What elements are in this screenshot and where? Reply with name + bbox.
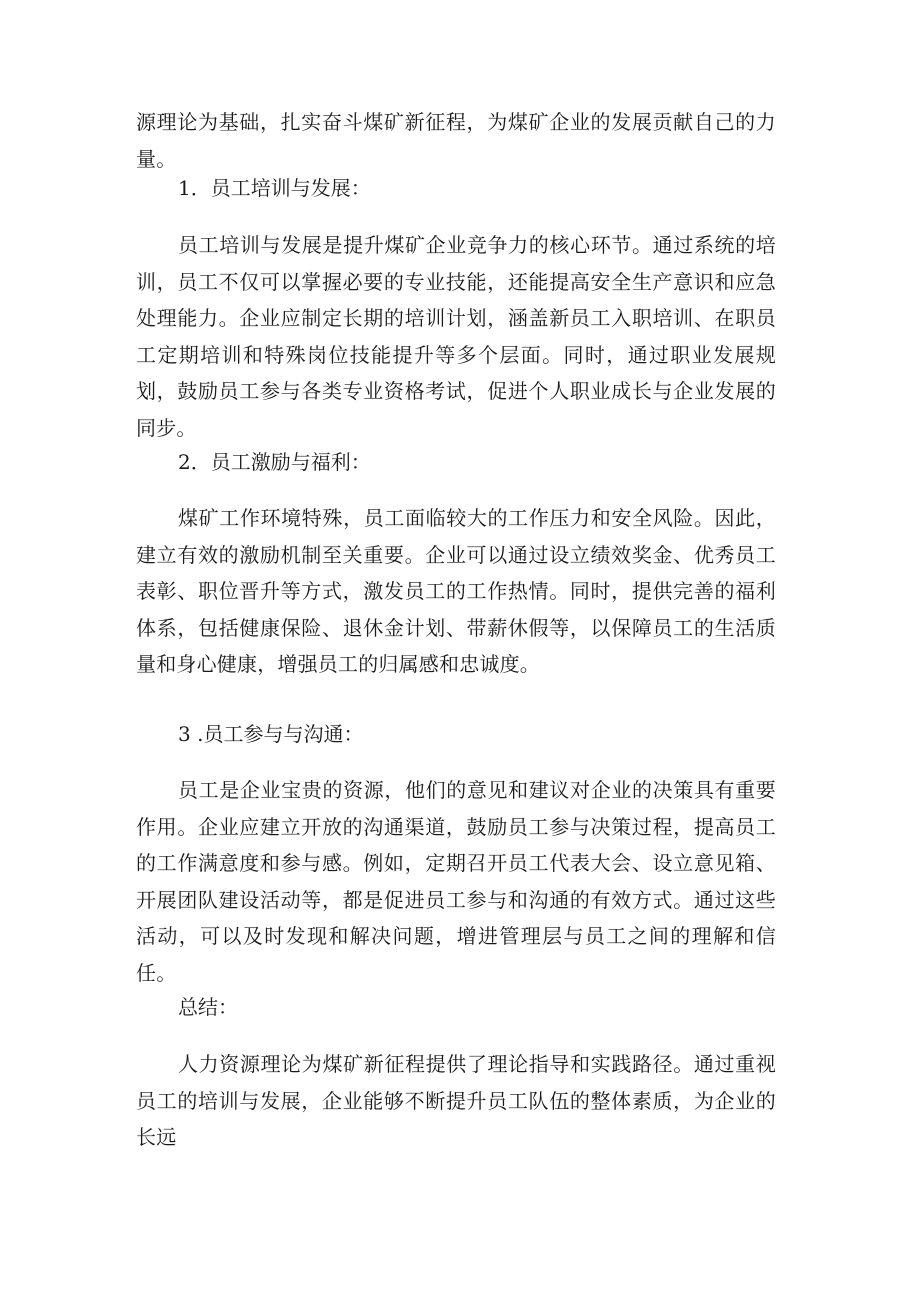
summary-heading: 总结：	[178, 995, 238, 1019]
section-heading-training: 1．员工培训与发展：	[178, 176, 371, 200]
section-body-communication: 员工是企业宝贵的资源，他们的意见和建议对企业的决策具有重要作用。企业应建立开放的沟通渠道，鼓励员工参与决策过程，提高员工的工作满意度和参与感。例如，定期召开员工代表大会、设立意见箱、开展团队建设活动等，都是促进员工参与和沟通的有效方式。通过这些活动，可以及时发现和解决问题，增进管理层与员工之间的理解和信任。	[136, 778, 776, 985]
section-heading-incentives: 2．员工激励与福利：	[178, 450, 371, 474]
summary-body: 人力资源理论为煤矿新征程提供了理论指导和实践路径。通过重视员工的培训与发展，企业能够不断提升员工队伍的整体素质，为企业的长远	[136, 1052, 776, 1149]
section-body-incentives: 煤矿工作环境特殊，员工面临较大的工作压力和安全风险。因此，建立有效的激励机制至关重要。企业可以通过设立绩效奖金、优秀员工表彰、职位晋升等方式，激发员工的工作热情。同时，提供完善的福利体系，包括健康保险、退休金计划、带薪休假等，以保障员工的生活质量和身心健康，增强员工的归属感和忠诚度。	[136, 506, 776, 676]
intro-continuation-paragraph: 源理论为基础，扎实奋斗煤矿新征程，为煤矿企业的发展贡献自己的力量。	[136, 110, 776, 171]
section-body-training: 员工培训与发展是提升煤矿企业竞争力的核心环节。通过系统的培训，员工不仅可以掌握必要的专业技能，还能提高安全生产意识和应急处理能力。企业应制定长期的培训计划，涵盖新员工入职培训、在职员工定期培训和特殊岗位技能提升等多个层面。同时，通过职业发展规划，鼓励员工参与各类专业资格考试，促进个人职业成长与企业发展的同步。	[136, 233, 776, 440]
section-heading-communication: 3 .员工参与与沟通：	[178, 722, 364, 746]
